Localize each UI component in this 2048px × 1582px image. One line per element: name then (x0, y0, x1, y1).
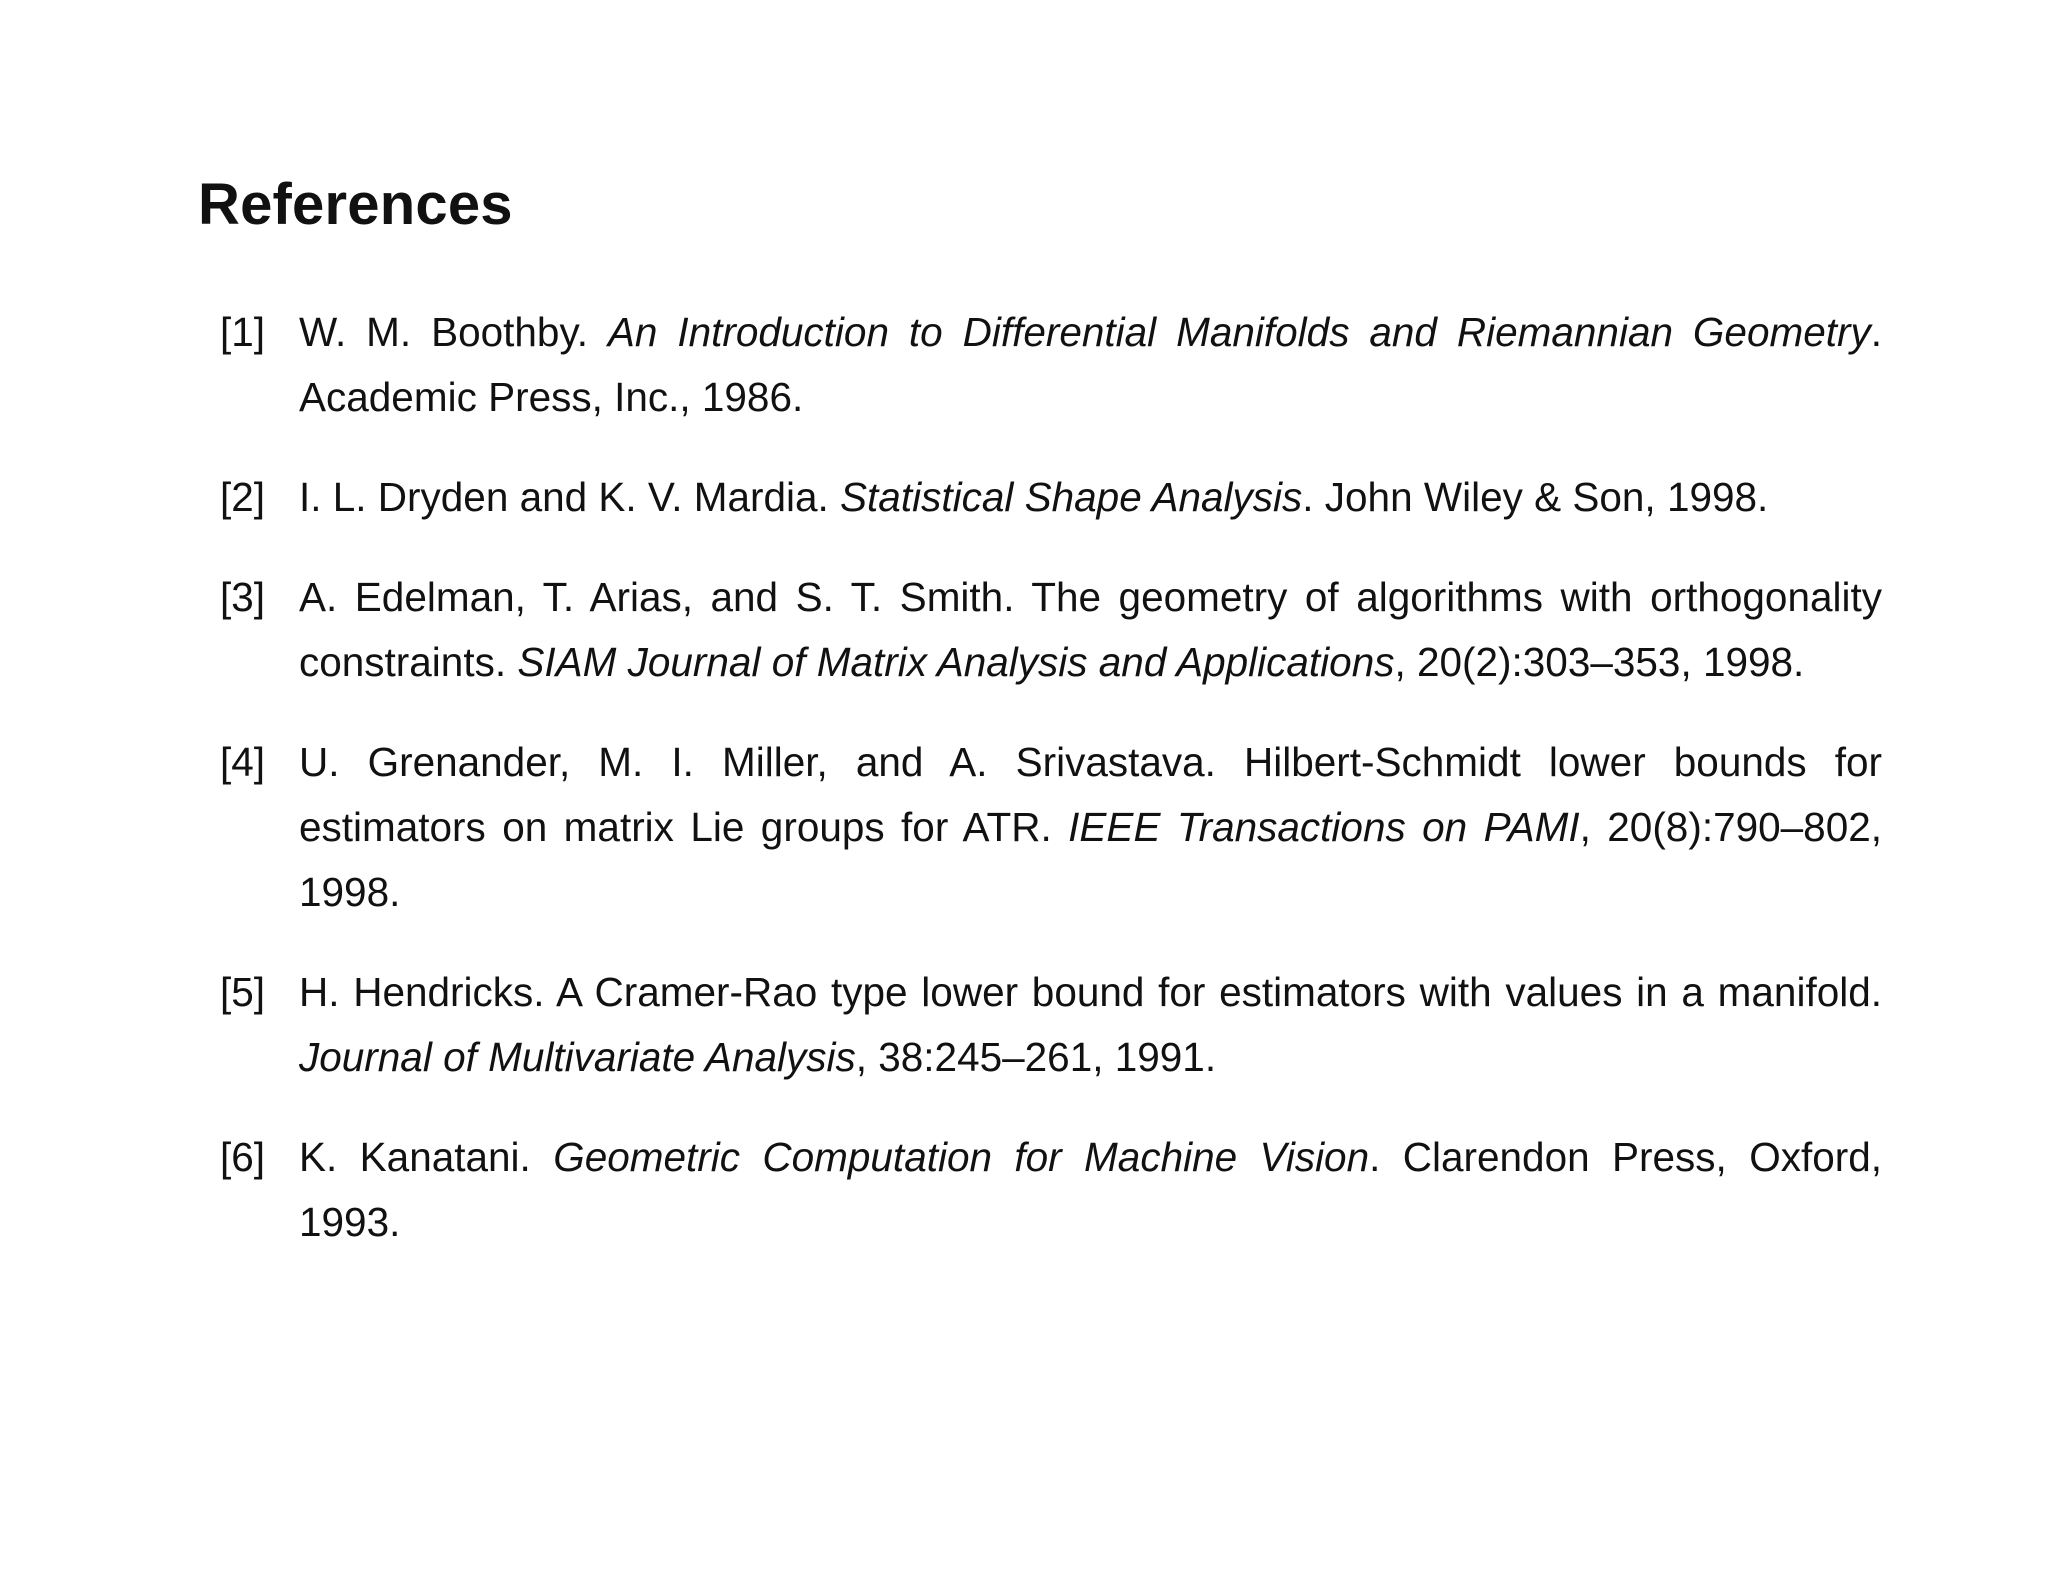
reference-details: . Clarendon Press, Oxford, 1993. (299, 1134, 1882, 1245)
references-heading: References (198, 172, 513, 237)
reference-details: . John Wiley & Son, 1998. (1302, 474, 1769, 520)
reference-text (299, 300, 1882, 430)
reference-label: [6] (220, 1134, 266, 1180)
reference-authors: A. Edelman, T. Arias, and S. T. Smith. The geometry of algorithms with orthogonality constraints. (299, 574, 1882, 685)
reference-details: , 20(8):790–802, 1998. (299, 804, 1882, 915)
reference-details: , 38:245–261, 1991. (855, 1034, 1217, 1080)
reference-label: [5] (220, 969, 266, 1015)
reference-item (220, 1125, 1882, 1255)
reference-authors: W. M. Boothby. (299, 309, 608, 355)
reference-label: [4] (220, 739, 266, 785)
reference-text (299, 960, 1882, 1090)
reference-item (220, 465, 1882, 530)
reference-text (299, 730, 1882, 925)
reference-label: [3] (220, 574, 266, 620)
reference-journal: IEEE Transactions on PAMI (1068, 804, 1580, 850)
reference-authors: I. L. Dryden and K. V. Mardia. (299, 474, 841, 520)
reference-label: [2] (220, 474, 266, 520)
reference-item (220, 730, 1882, 925)
reference-item (220, 960, 1882, 1090)
reference-journal: SIAM Journal of Matrix Analysis and Applications (517, 639, 1395, 685)
reference-details: . Academic Press, Inc., 1986. (299, 309, 1882, 420)
reference-text (299, 1125, 1882, 1255)
reference-text (299, 465, 1882, 530)
reference-details: , 20(2):303–353, 1998. (1394, 639, 1805, 685)
reference-item (220, 565, 1882, 695)
reference-label: [1] (220, 309, 266, 355)
reference-title: An Introduction to Differential Manifolds and Riemannian Geometry (607, 309, 1871, 355)
reference-authors: H. Hendricks. A Cramer-Rao type lower bound for estimators with values in a manifold. (299, 969, 1882, 1015)
reference-title: Statistical Shape Analysis (840, 474, 1303, 520)
reference-authors: U. Grenander, M. I. Miller, and A. Srivastava. Hilbert-Schmidt lower bounds for estimators on matrix Lie groups for ATR. (299, 739, 1882, 850)
reference-journal: Journal of Multivariate Analysis (299, 1034, 856, 1080)
reference-item (220, 300, 1882, 430)
reference-list (220, 300, 1882, 1290)
reference-title: Geometric Computation for Machine Vision (553, 1134, 1370, 1180)
reference-text (299, 565, 1882, 695)
reference-authors: K. Kanatani. (299, 1134, 554, 1180)
